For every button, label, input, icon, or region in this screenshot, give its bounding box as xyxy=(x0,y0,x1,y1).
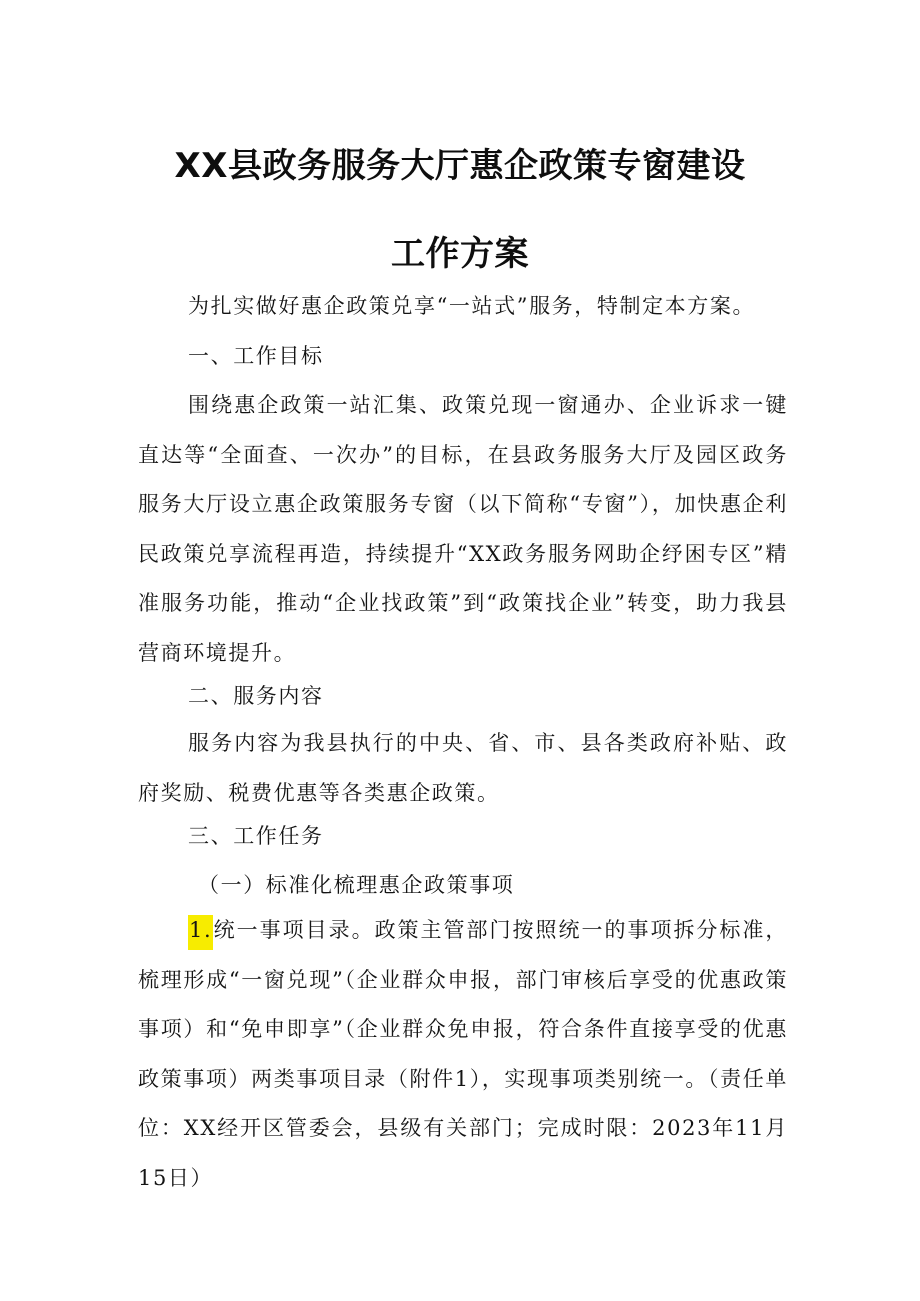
task-item-1 xyxy=(138,906,788,1203)
document-title-line2: 工作方案 xyxy=(391,234,529,274)
highlighted-item-number: 1. xyxy=(188,915,213,950)
intro-paragraph: 为扎实做好惠企政策兑享“一站式”服务，特制定本方案。 xyxy=(188,294,756,318)
section2-heading: 二、服务内容 xyxy=(188,684,324,708)
section3-subheading: （一）标准化梳理惠企政策事项 xyxy=(198,873,515,897)
task-item-1-text: 统一事项目录。政策主管部门按照统一的事项拆分标准，梳理形成“一窗兑现”（企业群众申报，部门审核后享受的优惠政策事项）和“免申即享”（企业群众免申报，符合条件直接享受的优惠政策事项）两类事项目录（附件1），实现事项类别统一。（责任单位：XX经开区管委会，县级有关部门；完成时限：2023年11月15日） xyxy=(138,918,788,1190)
section2-paragraph: 服务内容为我县执行的中央、省、市、县各类政府补贴、政府奖励、税费优惠等各类惠企政策。 xyxy=(138,731,788,805)
section3-heading: 三、工作任务 xyxy=(188,824,324,848)
document-title-line1: XX县政务服务大厅惠企政策专窗建设 xyxy=(174,146,746,186)
section1-heading: 一、工作目标 xyxy=(188,344,324,368)
section1-paragraph: 围绕惠企政策一站汇集、政策兑现一窗通办、企业诉求一键直达等“全面查、一次办”的目标，在县政务服务大厅及园区政务服务大厅设立惠企政策服务专窗（以下简称“专窗”），加快惠企利民政策兑享流程再造，持续提升“XX政务服务网助企纾困专区”精准服务功能，推动“企业找政策”到“政策找企业”转变，助力我县营商环境提升。 xyxy=(138,393,788,665)
